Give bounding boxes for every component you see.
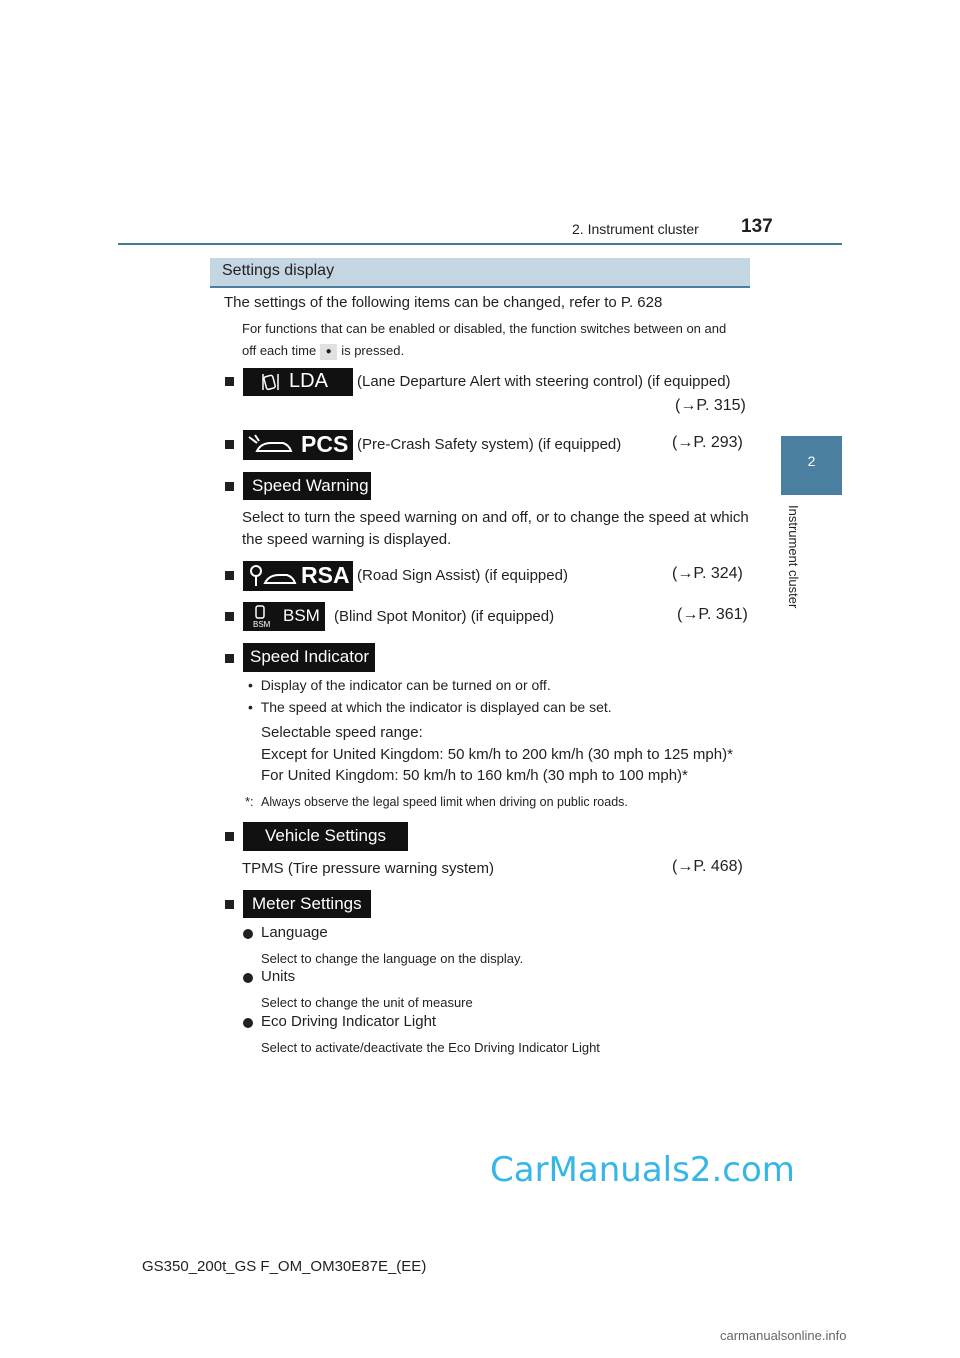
note-line-2 — [242, 340, 404, 362]
lda-icon — [243, 368, 353, 396]
bsm-desc: (Blind Spot Monitor) (if equipped) — [334, 608, 555, 625]
lda-desc: (Lane Departure Alert with steering control) (if equipped) — [357, 373, 731, 390]
section-title: Settings display — [222, 262, 335, 279]
footnote-mark: *: — [245, 794, 254, 809]
meter-settings-icon — [243, 890, 371, 918]
watermark-logo: CarManuals2.com — [490, 1150, 795, 1190]
range-uk: For United Kingdom: 50 km/h to 160 km/h (30 mph to 100 mph)* — [261, 767, 688, 784]
page-number: 137 — [741, 216, 773, 237]
chapter-tab — [781, 436, 842, 495]
bullet-1-text: Display of the indicator can be turned on or off. — [260, 677, 551, 693]
bullet-1: • Display of the indicator can be turned on or off. — [248, 677, 551, 693]
rsa-icon-text: RSA — [301, 562, 350, 588]
select-button-icon: ● — [320, 344, 337, 360]
rsa-desc: (Road Sign Assist) (if equipped) — [357, 567, 568, 584]
rsa-car-icon — [247, 564, 297, 588]
footnote-text: Always observe the legal speed limit when driving on public roads. — [261, 795, 628, 809]
rsa-icon — [243, 561, 353, 591]
pcs-desc: (Pre-Crash Safety system) (if equipped) — [357, 436, 622, 453]
pcs-ref: (→P. 293) — [672, 434, 743, 451]
chapter-number: 2 — [807, 453, 816, 469]
square-bullet — [225, 482, 234, 491]
square-bullet — [225, 900, 234, 909]
section-title-bar — [210, 258, 750, 288]
lda-ref: (→P. 315) — [675, 397, 746, 414]
note-text-b: is pressed. — [341, 343, 405, 358]
footer-watermark: carmanualsonline.info — [720, 1328, 847, 1343]
lda-icon-text: LDA — [289, 370, 328, 392]
language-desc: Select to change the language on the display. — [261, 951, 524, 966]
pcs-car-icon — [247, 433, 295, 457]
bullet-2: • The speed at which the indicator is displayed can be set. — [248, 699, 612, 715]
square-bullet — [225, 571, 234, 580]
pcs-icon — [243, 430, 353, 460]
vehicle-settings-ref: (→P. 468) — [672, 858, 743, 875]
round-bullet — [243, 973, 253, 983]
speed-indicator-icon-text: Speed Indicator — [250, 647, 370, 666]
square-bullet — [225, 377, 234, 386]
bsm-ref: (→P. 361) — [677, 606, 748, 623]
square-bullet — [225, 832, 234, 841]
vehicle-settings-icon-text: Vehicle Settings — [265, 826, 386, 845]
speed-warning-desc-1: Select to turn the speed warning on and off, or to change the speed at which — [242, 509, 749, 526]
square-bullet — [225, 654, 234, 663]
eco-title: Eco Driving Indicator Light — [261, 1013, 437, 1030]
speed-indicator-icon — [243, 643, 375, 672]
note-line-1: For functions that can be enabled or disabled, the function switches between on and — [242, 321, 727, 336]
vehicle-settings-icon — [243, 822, 408, 851]
pcs-icon-text: PCS — [301, 431, 349, 457]
range-except-uk: Except for United Kingdom: 50 km/h to 200 km/h (30 mph to 125 mph)* — [261, 746, 733, 763]
header-rule — [118, 243, 842, 245]
header-section-title: 2. Instrument cluster — [572, 221, 699, 237]
lda-car-icon — [261, 372, 281, 392]
chapter-label: Instrument cluster — [786, 505, 801, 609]
units-desc: Select to change the unit of measure — [261, 995, 473, 1010]
square-bullet — [225, 612, 234, 621]
eco-desc: Select to activate/deactivate the Eco Driving Indicator Light — [261, 1040, 600, 1055]
speed-warning-desc-2: the speed warning is displayed. — [242, 531, 452, 548]
bsm-icon — [243, 602, 325, 631]
bullet-2-text: The speed at which the indicator is displayed can be set. — [260, 699, 612, 715]
square-bullet — [225, 440, 234, 449]
rsa-ref: (→P. 324) — [672, 565, 743, 582]
bsm-icon-subtext: BSM — [253, 620, 271, 629]
bsm-car-icon — [253, 604, 269, 620]
round-bullet — [243, 1018, 253, 1028]
range-label: Selectable speed range: — [261, 724, 423, 741]
note-text-a: off each time — [242, 343, 317, 358]
language-title: Language — [261, 924, 328, 941]
bsm-icon-text: BSM — [283, 606, 320, 625]
vehicle-settings-desc: TPMS (Tire pressure warning system) — [242, 860, 494, 877]
speed-warning-icon — [243, 472, 371, 500]
units-title: Units — [261, 968, 296, 985]
footer-doc-id: GS350_200t_GS F_OM_OM30E87E_(EE) — [142, 1258, 427, 1275]
meter-settings-icon-text: Meter Settings — [252, 894, 362, 913]
intro-text: The settings of the following items can be changed, refer to P. 628 — [224, 294, 663, 311]
speed-warning-icon-text: Speed Warning — [252, 476, 369, 495]
round-bullet — [243, 929, 253, 939]
